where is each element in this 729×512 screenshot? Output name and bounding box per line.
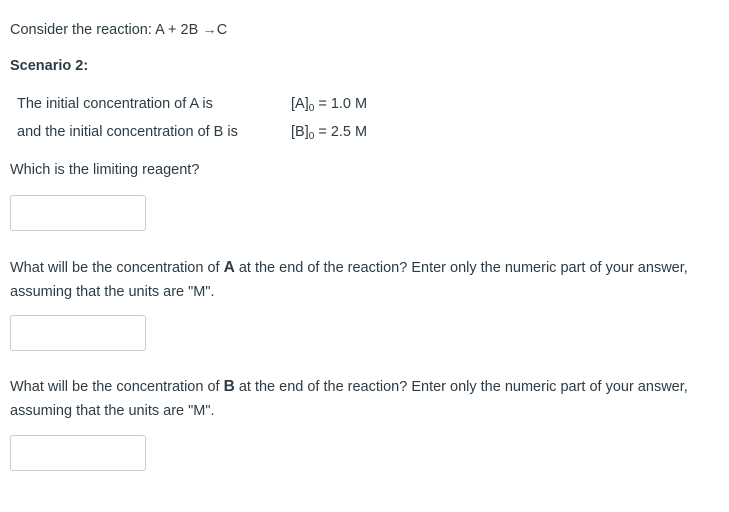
question-final-concentration-a [10, 256, 715, 304]
concentration-b-answer-input[interactable] [10, 435, 146, 471]
reactant-a: A [155, 22, 164, 38]
question-limiting-reagent: Which is the limiting reagent? [10, 162, 200, 178]
question-b-species: B [223, 378, 235, 395]
question-a-text-start: What will be the concentration of [10, 260, 224, 276]
subscript-b: 0 [308, 131, 315, 142]
concentration-value-b [291, 124, 367, 142]
question-b-text-start: What will be the concentration of [10, 379, 224, 395]
limiting-reagent-answer-input[interactable] [10, 195, 146, 231]
question-final-concentration-b [10, 375, 715, 423]
reaction-prefix: Consider the reaction: [10, 22, 156, 38]
scenario-title: Scenario 2: [10, 58, 89, 74]
plus-sign: + [168, 22, 177, 38]
species-b: [B] [291, 124, 309, 140]
reactant-b: 2B [180, 22, 199, 38]
product-c: C [216, 22, 228, 38]
concentration-label-b: and the initial concentration of B is [17, 124, 238, 140]
concentration-value-a [291, 96, 367, 114]
species-a: [A] [291, 96, 309, 112]
subscript-a: 0 [308, 103, 315, 114]
question-a-species: A [223, 259, 235, 276]
reaction-arrow: → [202, 22, 217, 38]
concentration-a-answer-input[interactable] [10, 315, 146, 351]
value-a: = 1.0 M [314, 96, 368, 112]
concentration-label-a: The initial concentration of A is [17, 96, 213, 112]
value-b: = 2.5 M [314, 124, 368, 140]
question-a-text-end: at the end of the reaction? Enter only the numeric part of your answer, assuming that the units are "M". [10, 260, 688, 300]
reaction-statement [10, 22, 227, 38]
question-b-text-end: at the end of the reaction? Enter only the numeric part of your answer, assuming that the units are "M". [10, 379, 688, 419]
